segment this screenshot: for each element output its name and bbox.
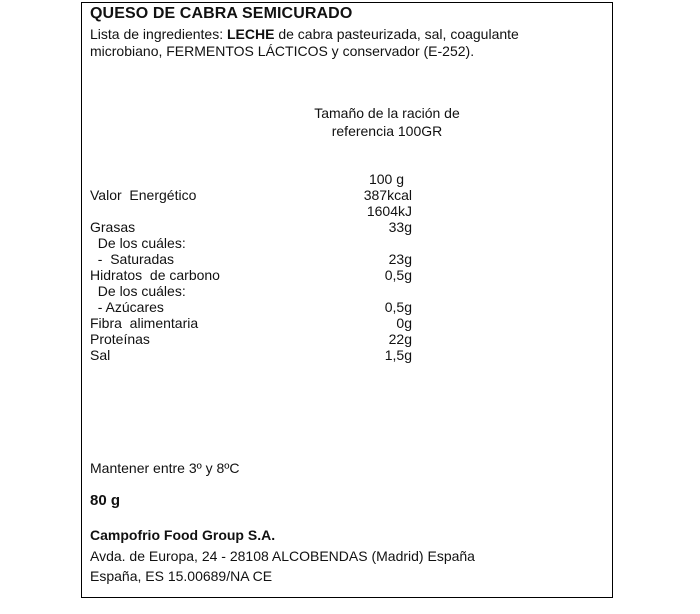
table-row [90, 347, 610, 364]
nutrient-name: De los cuáles: [90, 235, 186, 251]
nutrient-value: 1,5g [384, 347, 412, 363]
company-registry: España, ES 15.00689/NA CE [90, 568, 273, 584]
table-row [90, 283, 610, 300]
nutrient-name: Proteínas [90, 331, 150, 347]
nutrient-value: 0,5g [384, 299, 412, 315]
ingredients-line2: microbiano, FERMENTOS LÁCTICOS y conservador (E-252). [90, 43, 475, 59]
table-column-header: 100 g [368, 171, 404, 187]
nutrient-value: 23g [388, 251, 412, 267]
company-address: Avda. de Europa, 24 - 28108 ALCOBENDAS (Madrid) España [90, 548, 475, 564]
nutrient-name: Hidratos de carbono [90, 267, 220, 283]
table-row [90, 251, 610, 268]
net-weight: 80 g [90, 492, 121, 509]
nutrient-name: - Saturadas [90, 251, 175, 267]
serving-size [302, 104, 472, 140]
nutrient-value: 1604kJ [366, 203, 412, 219]
ingredients-list [90, 26, 602, 60]
table-row [90, 331, 610, 348]
nutrient-value: 387kcal [363, 187, 412, 203]
nutrient-value: 0,5g [384, 267, 412, 283]
serving-line1: Tamaño de la ración de [314, 105, 460, 121]
table-row [90, 315, 610, 332]
nutrient-name: Sal [90, 347, 111, 363]
ingredients-line1: de cabra pasteurizada, sal, coagulante [274, 26, 519, 42]
nutrient-name: - Azúcares [90, 299, 164, 315]
serving-line2: referencia 100GR [331, 123, 443, 139]
nutrient-name: Valor Energético [90, 187, 197, 203]
nutrient-value: 0g [396, 315, 412, 331]
table-row [90, 267, 610, 284]
product-title: QUESO DE CABRA SEMICURADO [90, 5, 353, 22]
ingredients-prefix: Lista de ingredientes: [90, 26, 227, 42]
nutrient-value: 33g [388, 219, 412, 235]
table-row [90, 187, 610, 204]
product-label [81, 2, 613, 598]
nutrient-value: 22g [388, 331, 412, 347]
nutrient-name: Grasas [90, 219, 136, 235]
nutrient-name: De los cuáles: [90, 283, 186, 299]
allergen-highlight: LECHE [226, 26, 275, 42]
table-row [90, 235, 610, 252]
storage-instructions: Mantener entre 3º y 8ºC [90, 460, 240, 476]
table-row [90, 299, 610, 316]
table-row [90, 219, 610, 236]
nutrient-name: Fibra alimentaria [90, 315, 199, 331]
company-name: Campofrio Food Group S.A. [90, 527, 276, 543]
table-row [90, 203, 610, 220]
